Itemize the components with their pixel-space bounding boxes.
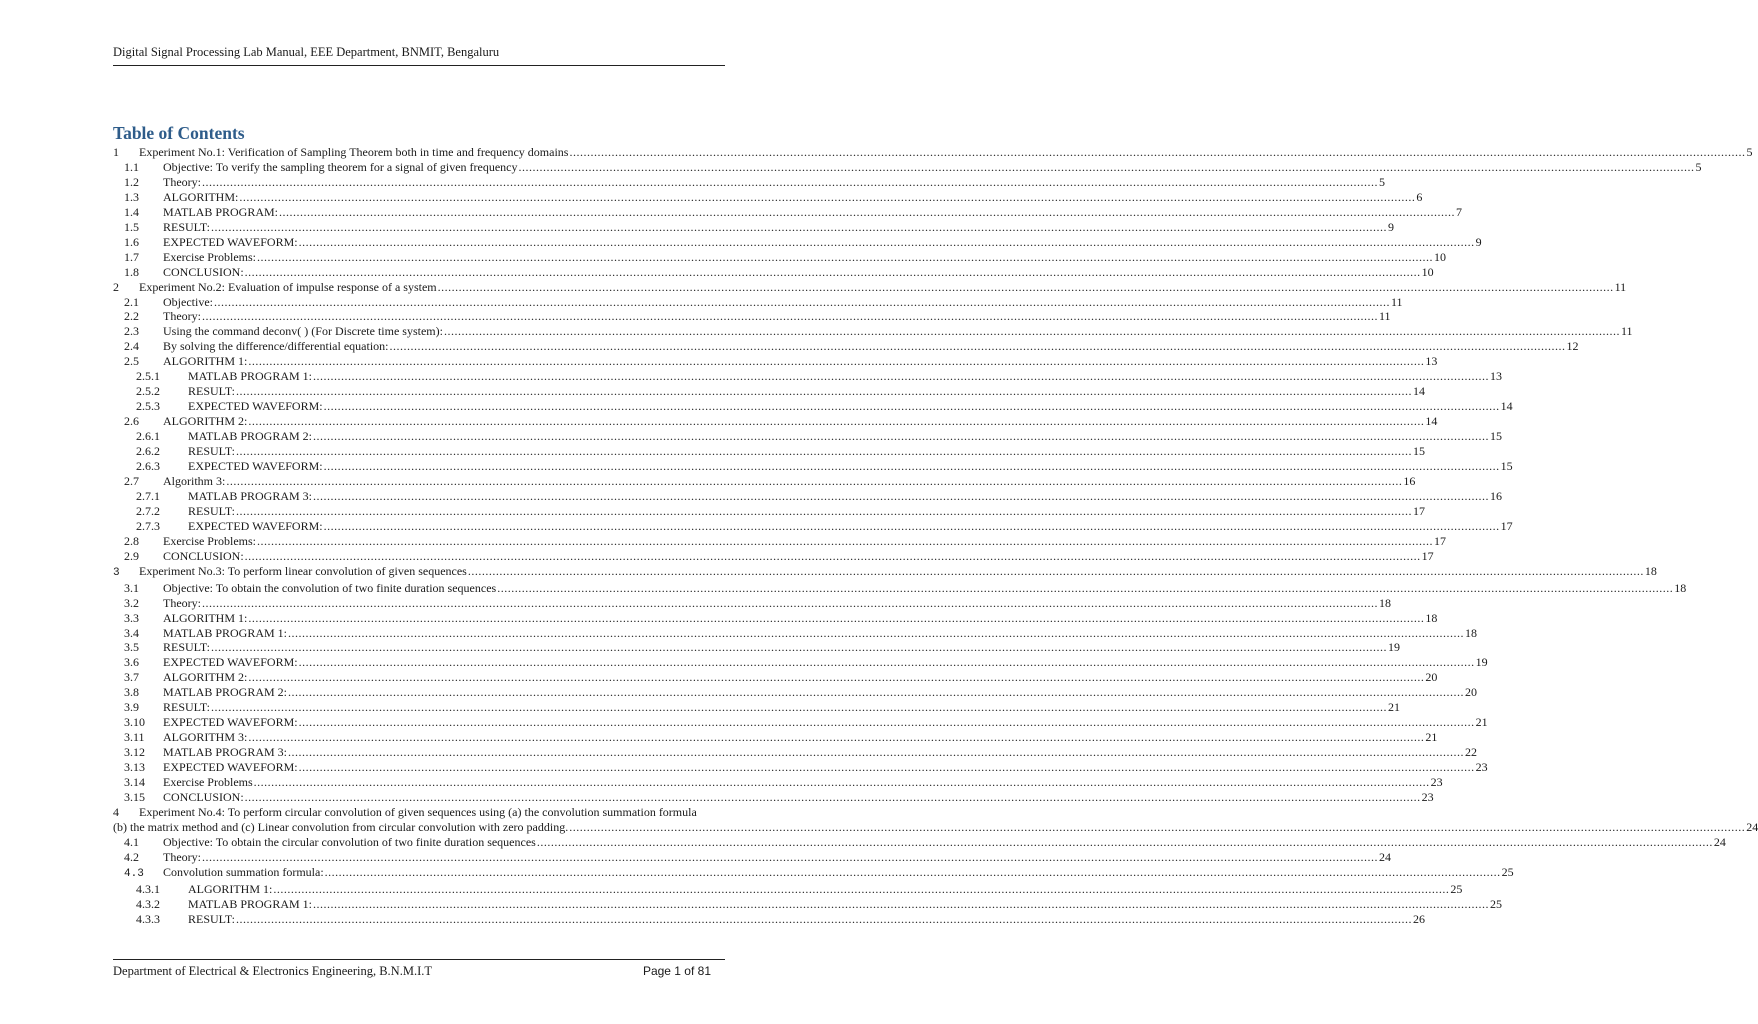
toc-entry[interactable] [113,864,1514,882]
toc-entry-page: 14 [1412,384,1425,399]
toc-entry-title: MATLAB PROGRAM 1: [188,369,313,384]
toc-entry-page: 17 [1500,518,1513,533]
toc-entry-page: 18 [1379,595,1391,610]
toc-entry-number: 3.2 [124,595,139,610]
toc-entry[interactable] [113,580,1687,596]
toc-entry-number: 4.3.2 [136,896,160,911]
toc-entry-page: 14 [1500,399,1513,414]
toc-entry-page: 22 [1465,745,1478,760]
dot-leader [299,235,1475,250]
toc-entry-page: 7 [1456,204,1463,219]
toc-entry[interactable] [113,625,1478,641]
toc-entry-title: CONCLUSION: [163,548,244,563]
toc-entry-page: 12 [1566,339,1579,354]
toc-entry-number: 4.1 [124,834,139,849]
dot-leader [245,265,1421,280]
toc-entry-number: 1.5 [124,219,139,234]
toc-entry-number: 4.3.1 [136,881,160,896]
toc-entry-page: 15 [1490,429,1503,444]
dot-leader [299,715,1475,730]
dot-leader [257,250,1433,265]
toc-entry-page: 21 [1475,715,1488,730]
dot-leader [325,865,1501,880]
toc-entry-title: MATLAB PROGRAM 1: [163,625,288,640]
toc-entry-title: RESULT: [188,384,235,399]
toc-entry-title: Objective: To verify the sampling theorem for a signal of given frequency [163,159,518,174]
toc-entry-title: Objective: [163,294,213,309]
toc-entry-number: 4.3.3 [136,911,160,926]
toc-entry[interactable] [113,279,1627,295]
toc-entry-title: CONCLUSION: [163,264,244,279]
toc-entry-number: 3.1 [124,580,139,595]
toc-entry-page: 9 [1475,234,1482,249]
toc-entry-title: Objective: To obtain the convolution of two finite duration sequences [163,580,497,595]
toc-entry-title: MATLAB PROGRAM 3: [188,488,313,503]
toc-entry-page: 23 [1475,760,1488,775]
dot-leader [214,295,1390,310]
dot-leader [226,474,1402,489]
toc-entry[interactable] [113,715,1488,730]
toc-entry[interactable] [113,533,1446,549]
toc-entry-title: By solving the difference/differential equation: [163,339,389,354]
dot-leader [279,205,1455,220]
toc-entry[interactable] [113,444,1425,459]
toc-entry-number: 2.7.2 [136,503,160,518]
dot-leader [202,596,1378,611]
toc-entry-title: EXPECTED WAVEFORM: [163,655,298,670]
dot-leader [324,519,1500,534]
toc-entry[interactable] [113,399,1513,414]
toc-entry-page: 16 [1403,473,1416,488]
toc-entry-title: ALGORITHM 2: [163,414,248,429]
toc-entry-page: 25 [1490,896,1503,911]
dot-leader [236,384,1412,399]
toc-entry-title: EXPECTED WAVEFORM: [188,399,323,414]
toc-entry[interactable] [113,324,1633,339]
toc-entry[interactable] [113,249,1446,265]
dot-leader [248,414,1424,429]
toc-entry-number: 2.7 [124,473,139,488]
toc-entry-number: 2.5 [124,354,139,369]
toc-entry[interactable] [113,503,1425,519]
toc-entry-page: 20 [1465,685,1478,700]
toc-entry-page: 11 [1379,309,1391,324]
toc-entry[interactable] [113,234,1482,250]
toc-entry-title: Using the command deconv( ) (For Discrete time system): [163,324,443,339]
toc-entry[interactable] [113,189,1423,205]
toc-entry-number: 1.2 [124,174,139,189]
toc-entry-page: 17 [1412,503,1425,518]
toc-entry-number: 2.6 [124,414,139,429]
toc-entry[interactable] [113,849,1391,865]
toc-entry-title: Theory: [163,174,201,189]
dot-leader [313,369,1489,384]
toc-entry-number: 1.4 [124,204,139,219]
dot-leader [257,534,1433,549]
toc-entry-title: Theory: [163,595,201,610]
toc-entry-page: 17 [1433,533,1446,548]
dot-leader [288,745,1464,760]
toc-entry[interactable] [113,789,1434,805]
dot-leader [519,160,1695,175]
toc-entry[interactable] [113,548,1434,564]
toc-entry-number: 3.3 [124,610,139,625]
toc-entry-page: 15 [1500,459,1513,474]
toc-entry-title: MATLAB PROGRAM 3: [163,745,288,760]
dot-leader [324,399,1500,414]
toc-entry-title: RESULT: [163,700,210,715]
dot-leader [245,790,1421,805]
dot-leader [390,339,1566,354]
toc-entry[interactable] [113,745,1478,760]
toc-entry-page: 5 [1695,159,1702,174]
toc-entry[interactable] [113,354,1438,369]
toc-entry-title: EXPECTED WAVEFORM: [163,760,298,775]
toc-entry-title: ALGORITHM 1: [163,610,248,625]
toc-entry[interactable] [113,384,1425,399]
toc-entry[interactable] [113,685,1478,700]
toc-entry-number: 2.2 [124,309,139,324]
toc-entry-number: 3.11 [124,730,145,745]
toc-entry-title: MATLAB PROGRAM 2: [163,685,288,700]
toc-entry-number: 1.1 [124,159,139,174]
dot-leader [468,564,1644,579]
toc-entry[interactable] [113,414,1438,429]
toc-entry-title: Objective: To obtain the circular convolution of two finite duration sequences [163,834,536,849]
toc-entry[interactable] [113,459,1513,474]
dot-leader [537,835,1713,850]
toc-entry-page: 14 [1425,414,1438,429]
toc-entry-page: 23 [1430,775,1443,790]
toc-entry-number: 4.2 [124,849,139,864]
toc-entry-number: 2.5.2 [136,384,160,399]
toc-entry-page: 6 [1416,189,1423,204]
dot-leader [202,850,1378,865]
toc-entry-number: 2.5.3 [136,399,160,414]
toc-entry-page: 13 [1425,354,1438,369]
dot-leader [211,640,1387,655]
toc-entry-title: EXPECTED WAVEFORM: [163,234,298,249]
toc-entry-page: 20 [1425,670,1438,685]
toc-entry-page: 11 [1390,294,1403,309]
dot-leader [211,220,1387,235]
dot-leader [569,145,1745,160]
toc-title: Table of Contents [113,123,245,143]
toc-entry-title: Convolution summation formula: [163,864,324,879]
dot-leader [299,655,1475,670]
toc-entry-page: 9 [1387,219,1394,234]
toc-entry-number: 3.10 [124,715,145,730]
dot-leader [248,354,1424,369]
toc-entry-title: ALGORITHM 1: [188,881,273,896]
toc-entry-number: 3.8 [124,685,139,700]
toc-entry-title: CONCLUSION: [163,789,244,804]
toc-entry-title: RESULT: [188,911,235,926]
toc-entry[interactable] [113,219,1394,235]
toc-entry[interactable] [113,488,1503,504]
toc-entry-title: EXPECTED WAVEFORM: [188,518,323,533]
toc-entry-title-continuation: (b) the matrix method and (c) Linear convolution from circular convolution with zero padding. [113,819,569,834]
toc-entry-number: 2.7.3 [136,518,160,533]
toc-entry-number: 1.3 [124,189,139,204]
toc-entry[interactable] [113,911,1425,927]
toc-entry-page: 17 [1421,548,1434,563]
toc-entry-page: 13 [1490,369,1503,384]
toc-entry-page: 21 [1425,730,1438,745]
toc-entry-page: 19 [1387,640,1400,655]
page-header [113,45,725,66]
toc-entry-number: 2.9 [124,548,139,563]
toc-entry-title: Theory: [163,309,201,324]
toc-entry-page: 21 [1387,700,1400,715]
toc-entry-number: 2 [113,279,119,294]
toc-entry-number: 3.9 [124,700,139,715]
toc-entry-title: Exercise Problems: [163,533,256,548]
toc-entry-page: 10 [1421,264,1434,279]
toc-entry[interactable] [113,145,1753,160]
toc-entry-number: 2.6.2 [136,444,160,459]
header-text: Digital Signal Processing Lab Manual, EEE Department, BNMIT, Bengaluru [113,45,500,59]
dot-leader [288,626,1464,641]
toc-entry-number: 3.6 [124,655,139,670]
toc-entry-title: Algorithm 3: [163,473,226,488]
toc-entry-number: 2.5.1 [136,369,160,384]
toc-entry-title: Experiment No.2: Evaluation of impulse response of a system [139,279,437,294]
dot-leader [569,820,1745,835]
toc-entry[interactable] [113,339,1579,354]
toc-entry-page: 5 [1379,174,1385,189]
toc-entry-page: 25 [1501,864,1514,879]
toc-entry-page: 26 [1412,911,1425,926]
toc-entry-page: 10 [1433,249,1446,264]
dot-leader [239,190,1415,205]
toc-entry-number: 1.6 [124,234,139,249]
toc-entry-page: 19 [1475,655,1488,670]
toc-entry-number: 1.8 [124,264,139,279]
page-footer [113,959,725,979]
toc-entry[interactable] [113,294,1403,310]
toc-entry[interactable] [113,159,1702,175]
dot-leader [236,912,1412,927]
toc-entry-number: 2.6.3 [136,459,160,474]
toc-entry-page: 18 [1674,580,1687,595]
toc-entry[interactable] [113,670,1438,685]
toc-entry-title: Experiment No.3: To perform linear convolution of given sequences [139,563,467,578]
toc-entry-number: 1.7 [124,249,139,264]
toc-entry-number: 2.3 [124,324,139,339]
toc-entry-title: Exercise Problems [163,775,253,790]
toc-entry-title: RESULT: [163,640,210,655]
toc-entry-title: Experiment No.1: Verification of Sampling Theorem both in time and frequency domains [139,145,569,159]
toc-entry[interactable] [113,804,1758,835]
toc-entry-number: 3.15 [124,789,145,804]
toc-entry-title: EXPECTED WAVEFORM: [188,459,323,474]
toc-entry-number: 3.14 [124,775,145,790]
toc-entry-title: ALGORITHM 2: [163,670,248,685]
toc-entry-page: 5 [1746,145,1753,159]
toc-entry[interactable] [113,204,1463,220]
toc-entry[interactable] [113,369,1503,384]
toc-entry[interactable] [113,881,1463,897]
table-of-contents [113,145,1758,927]
dot-leader [248,611,1424,626]
toc-entry-page: 24 [1746,819,1758,834]
toc-entry[interactable] [113,473,1416,489]
dot-leader [438,280,1614,295]
toc-entry-title: Exercise Problems: [163,249,256,264]
toc-entry-title: ALGORITHM 1: [163,354,248,369]
toc-entry-title: ALGORITHM 3: [163,730,248,745]
toc-entry-page: 16 [1490,488,1503,503]
toc-entry-page: 24 [1379,849,1391,864]
dot-leader [313,897,1489,912]
toc-entry-number: 4.3 [124,867,144,880]
toc-entry-number: 3.4 [124,625,139,640]
toc-entry-title: RESULT: [163,219,210,234]
toc-entry-page: 18 [1425,610,1438,625]
dot-leader [254,775,1430,790]
dot-leader [324,459,1500,474]
toc-entry-title: MATLAB PROGRAM: [163,204,279,219]
toc-entry[interactable] [113,309,1391,324]
toc-entry[interactable] [113,595,1391,611]
dot-leader [245,549,1421,564]
dot-leader [202,175,1378,190]
toc-entry[interactable] [113,730,1438,745]
dot-leader [236,444,1412,459]
toc-entry-number: 2.7.1 [136,488,160,503]
toc-entry[interactable] [113,264,1434,280]
toc-entry-page: 25 [1450,881,1463,896]
toc-entry-title: ALGORITHM: [163,189,239,204]
toc-entry-number: 3 [113,566,120,579]
toc-entry[interactable] [113,775,1443,790]
toc-entry-number: 2.4 [124,339,139,354]
toc-entry-number: 1 [113,145,119,159]
dot-leader [299,760,1475,775]
toc-entry[interactable] [113,700,1400,715]
toc-entry[interactable] [113,610,1438,626]
toc-entry-title: Theory: [163,849,201,864]
toc-entry-title: RESULT: [188,503,235,518]
dot-leader [313,489,1489,504]
toc-entry[interactable] [113,896,1503,912]
dot-leader [288,685,1464,700]
toc-entry-page: 15 [1412,444,1425,459]
toc-entry[interactable] [113,655,1488,670]
footer-page-number: Page 1 of 81 [642,964,711,978]
toc-entry[interactable] [113,834,1726,850]
toc-entry-number: 2.6.1 [136,429,160,444]
toc-entry-title: Experiment No.4: To perform circular convolution of given sequences using (a) the convolution summation formula [139,804,697,819]
footer-department: Department of Electrical & Electronics Engineering, B.N.M.I.T [113,964,432,978]
toc-entry[interactable] [113,640,1400,655]
toc-entry-page: 11 [1620,324,1633,339]
toc-entry-number: 3.7 [124,670,139,685]
toc-entry[interactable] [113,174,1385,190]
toc-entry-number: 3.5 [124,640,139,655]
dot-leader [236,504,1412,519]
dot-leader [248,670,1424,685]
toc-entry-page: 18 [1465,625,1478,640]
toc-entry-page: 11 [1614,279,1627,294]
dot-leader [202,309,1378,324]
toc-entry-title: MATLAB PROGRAM 1: [188,896,313,911]
toc-entry[interactable] [113,518,1513,534]
toc-entry-number: 3.12 [124,745,145,760]
toc-entry[interactable] [113,563,1657,581]
toc-entry-title: MATLAB PROGRAM 2: [188,429,313,444]
dot-leader [313,429,1489,444]
toc-entry-number: 2.1 [124,294,139,309]
toc-entry[interactable] [113,429,1503,444]
dot-leader [248,730,1424,745]
dot-leader [211,700,1387,715]
toc-entry-page: 24 [1713,834,1726,849]
toc-entry-title: RESULT: [188,444,235,459]
toc-entry-number: 2.8 [124,533,139,548]
toc-entry[interactable] [113,760,1488,775]
toc-entry-page: 18 [1644,563,1657,578]
toc-entry-page: 23 [1421,789,1434,804]
dot-leader [497,581,1673,596]
toc-entry-title: EXPECTED WAVEFORM: [163,715,298,730]
dot-leader [273,882,1449,897]
dot-leader [444,324,1620,339]
toc-entry-number: 3.13 [124,760,145,775]
toc-entry-number: 4 [113,804,119,819]
